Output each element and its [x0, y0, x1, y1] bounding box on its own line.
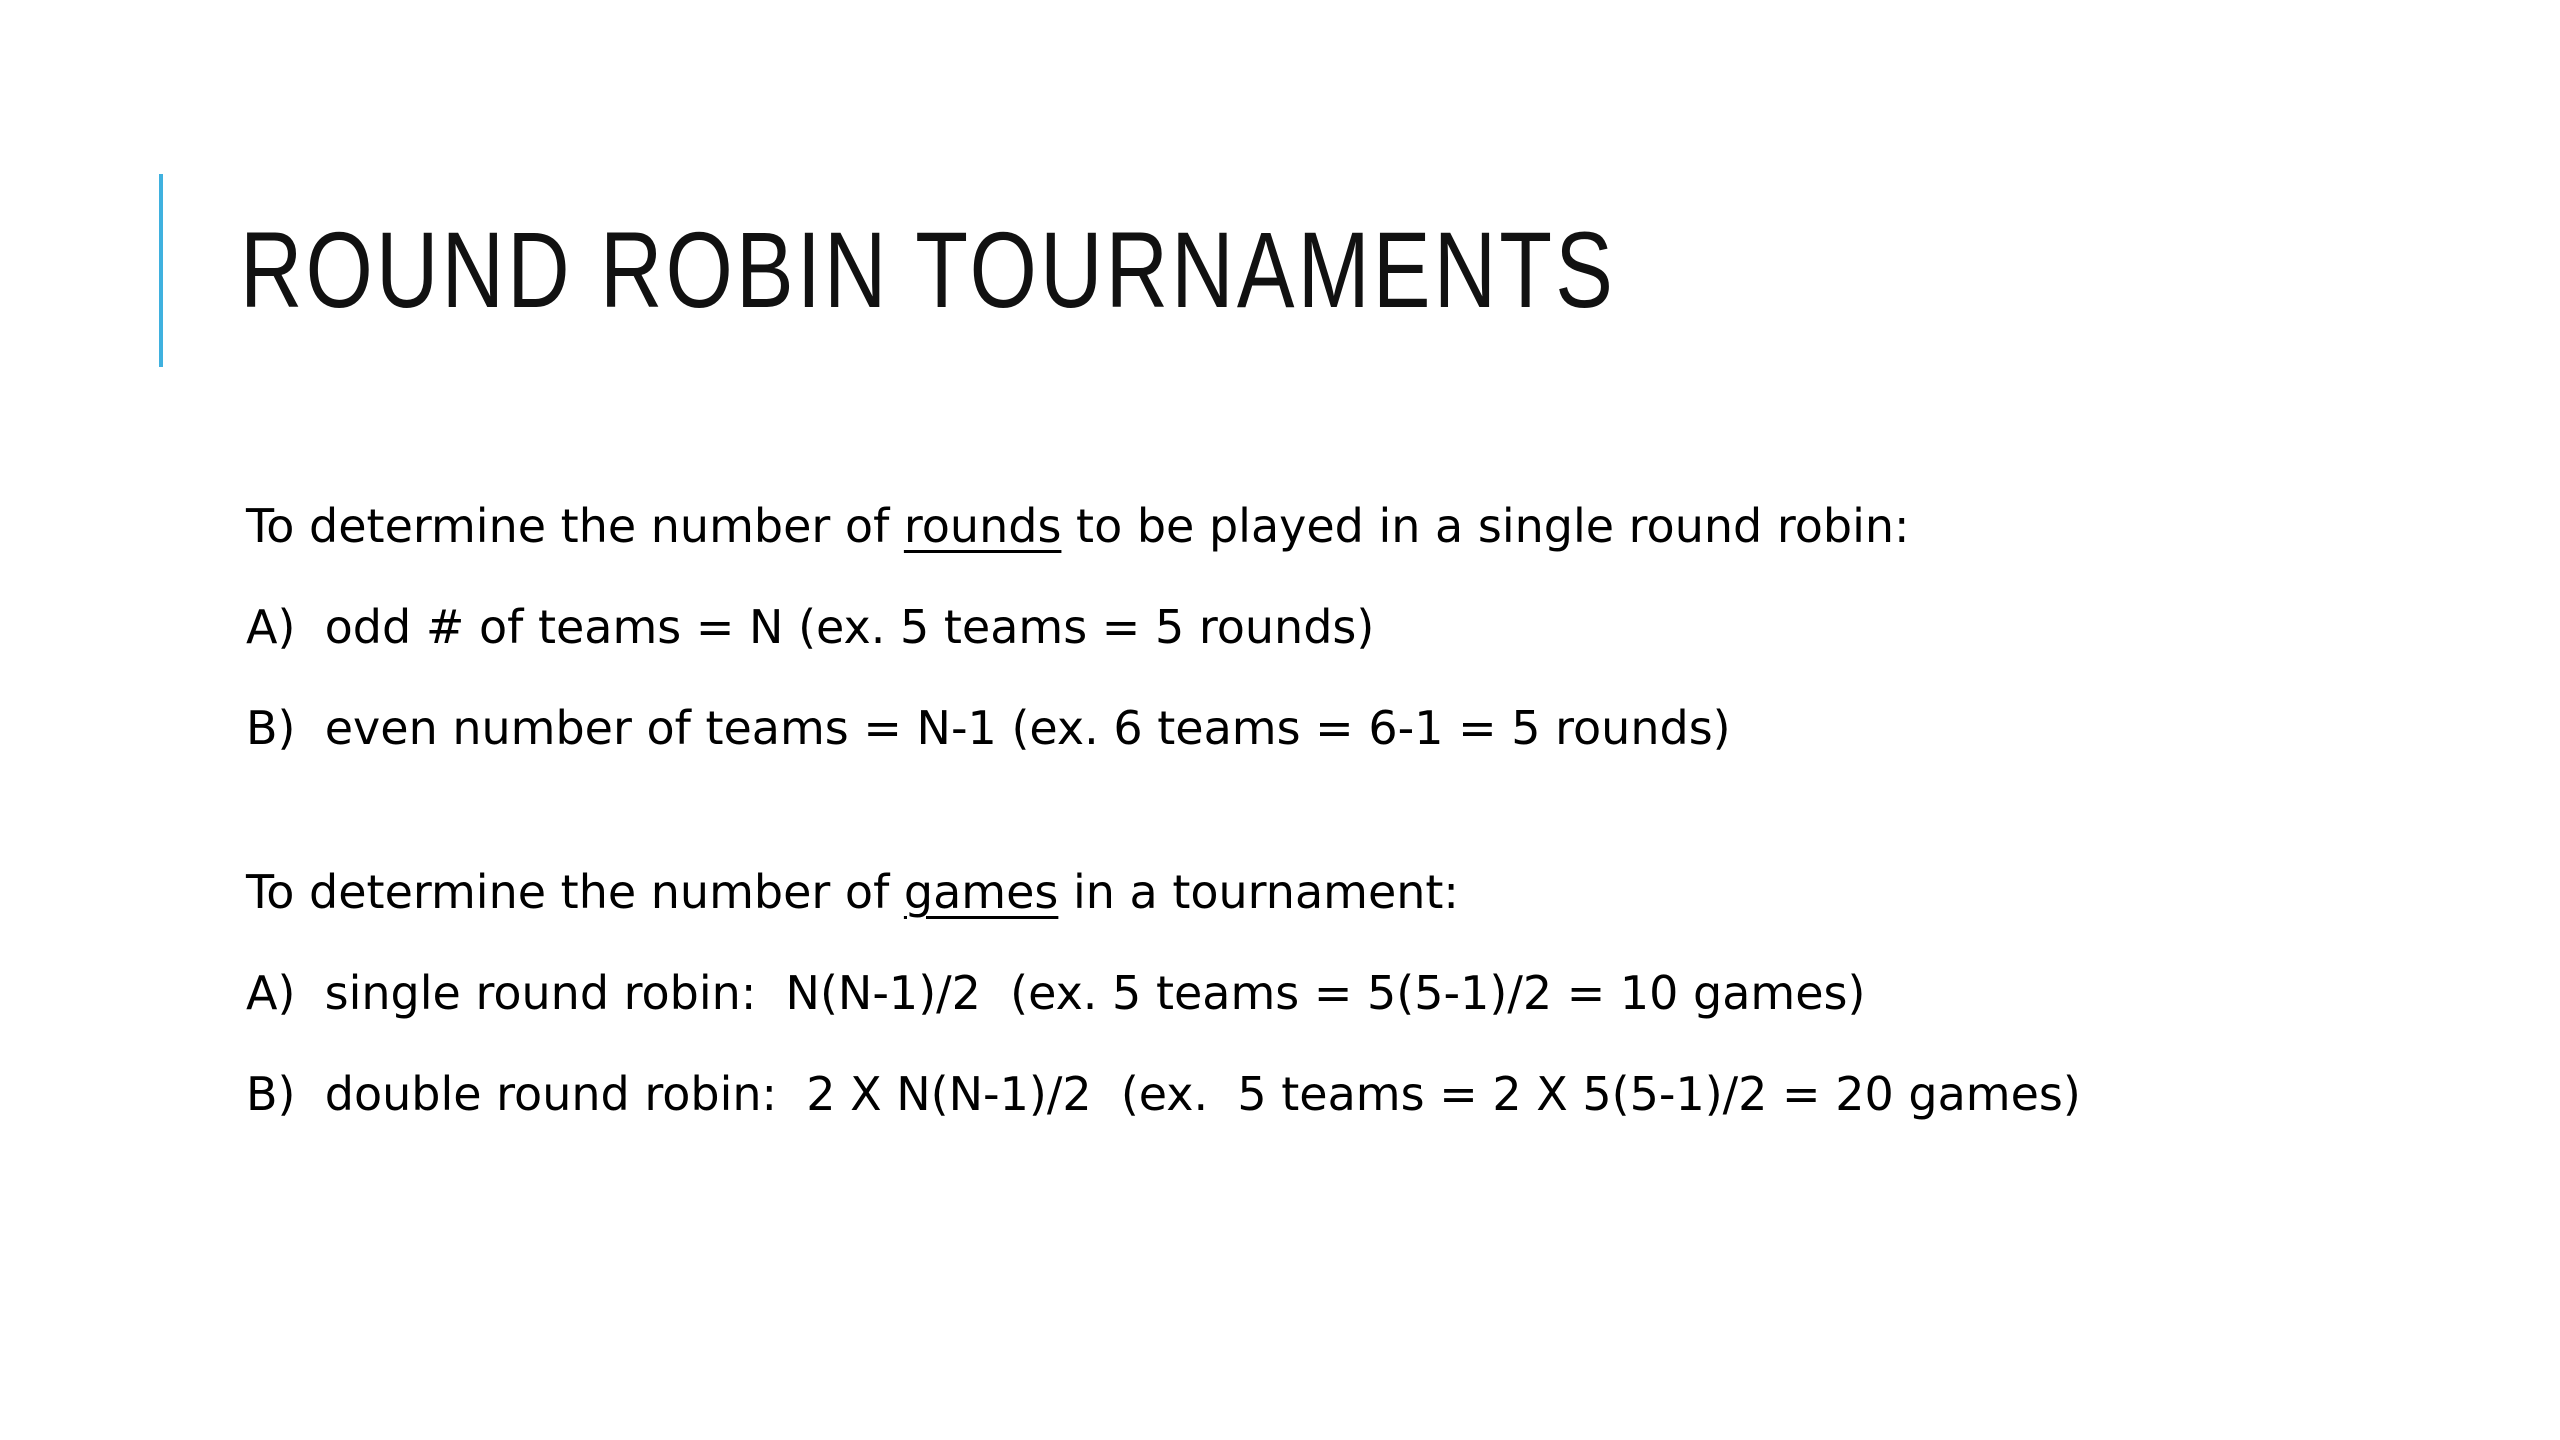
slide-title: ROUND ROBIN TOURNAMENTS — [240, 209, 1617, 330]
games-item-a: A) single round robin: N(N-1)/2 (ex. 5 teams = 5(5-1)/2 = 10 games) — [246, 966, 1866, 1020]
title-accent-bar — [159, 174, 163, 367]
games-intro-before: To determine the number of — [246, 865, 904, 919]
games-item-b: B) double round robin: 2 X N(N-1)/2 (ex. 5 teams = 2 X 5(5-1)/2 = 20 games) — [246, 1067, 2081, 1121]
games-keyword: games — [903, 865, 1059, 919]
games-intro — [246, 862, 1459, 922]
rounds-intro-before: To determine the number of — [246, 499, 904, 553]
rounds-item-b: B) even number of teams = N-1 (ex. 6 teams = 6-1 = 5 rounds) — [246, 701, 1731, 755]
games-intro-after: in a tournament: — [1058, 865, 1459, 919]
rounds-intro — [246, 496, 1910, 556]
rounds-item-a: A) odd # of teams = N (ex. 5 teams = 5 rounds) — [246, 600, 1375, 654]
rounds-keyword: rounds — [903, 499, 1062, 553]
rounds-intro-after: to be played in a single round robin: — [1061, 499, 1910, 553]
